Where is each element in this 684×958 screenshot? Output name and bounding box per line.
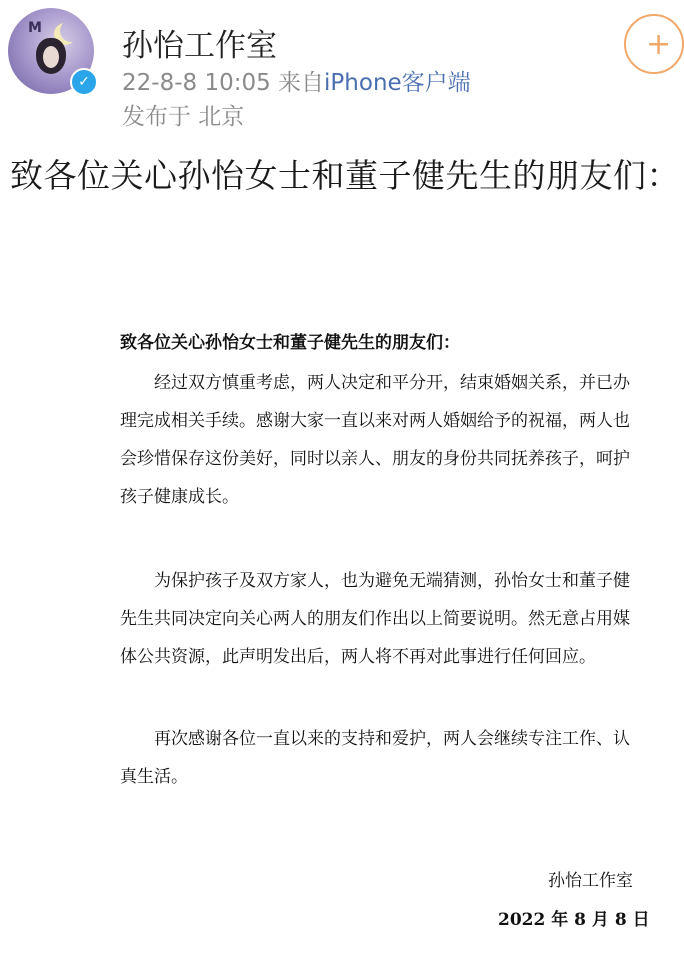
account-name[interactable]: 孙怡工作室 — [122, 28, 277, 64]
post-location: 发布于 北京 — [122, 104, 245, 130]
post-source: iPhone客户端 — [324, 70, 471, 96]
statement-paragraph-2: 为保护孩子及双方家人，也为避免无端猜测，孙怡女士和董子健先生共同决定向关心两人的朋友们作出以上简要说明。然无意占用媒体公共资源，此声明发出后，两人将不再对此事进行任何回应。 — [120, 571, 630, 667]
post-meta — [122, 64, 471, 97]
statement-date: 2022 年 8 月 8 日 — [498, 910, 650, 930]
verified-badge-icon: ✓ — [70, 68, 98, 96]
source-prefix: 来自 — [278, 70, 325, 96]
statement-salutation: 致各位关心孙怡女士和董子健先生的朋友们： — [120, 333, 460, 353]
statement-image — [0, 300, 660, 958]
follow-button[interactable]: + — [624, 14, 684, 74]
statement-paragraph-1: 经过双方慎重考虑，两人决定和平分开，结束婚姻关系，并已办理完成相关手续。感谢大家一直以来对两人婚姻给予的祝福，两人也会珍惜保存这份美好，同时以亲人、朋友的身份共同抚养孩子，呵护孩子健康成长。 — [120, 373, 630, 507]
post-timestamp: 22-8-8 10:05 — [122, 70, 271, 96]
statement-signature: 孙怡工作室 — [548, 871, 633, 891]
statement-paragraph-3: 再次感谢各位一直以来的支持和爱护，两人会继续专注工作、认真生活。 — [120, 729, 630, 787]
avatar[interactable]: M — [8, 8, 94, 94]
post-headline: 致各位关心孙怡女士和董子健先生的朋友们： — [10, 156, 680, 195]
